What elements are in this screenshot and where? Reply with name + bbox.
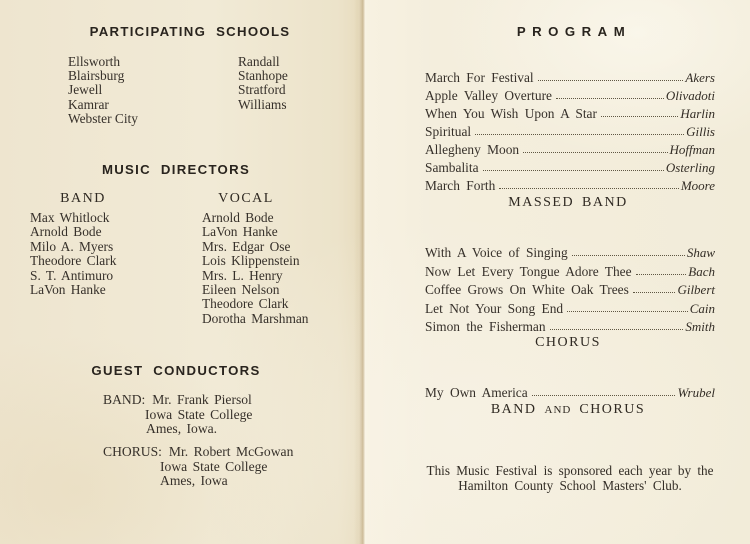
director-name: Lois Klippenstein (202, 253, 300, 269)
director-name: Eileen Nelson (202, 282, 280, 298)
music-directors-title: MUSIC DIRECTORS (101, 162, 251, 177)
chorus-piece-list (425, 244, 715, 337)
director-name: Arnold Bode (30, 224, 102, 240)
program-row (425, 159, 715, 177)
dotted-leader (475, 134, 684, 135)
school-name: Williams (238, 96, 287, 112)
piece-composer: Moore (680, 178, 715, 193)
program-row (425, 69, 715, 87)
piece-composer: Olivadoti (665, 88, 715, 103)
piece-title: Spiritual (425, 124, 472, 139)
director-name: Milo A. Myers (30, 238, 114, 254)
director-name: LaVon Hanke (202, 224, 278, 240)
chorus-label: CHORUS: (103, 444, 162, 459)
sponsor-note-line: Hamilton County School Masters' Club. (458, 477, 682, 493)
piece-title: Coffee Grows On White Oak Trees (425, 282, 629, 297)
school-name: Randall (238, 54, 280, 69)
dotted-leader (538, 80, 684, 81)
piece-title: Let Not Your Song End (425, 300, 564, 316)
piece-title: My Own America (425, 385, 528, 400)
director-name: Arnold Bode (202, 210, 274, 225)
piece-composer: Osterling (665, 160, 715, 175)
piece-composer: Harlin (680, 106, 715, 121)
conductor-city: Ames, Iowa (160, 473, 228, 488)
director-name: Theodore Clark (202, 296, 289, 312)
piece-title: Simon the Fisherman (425, 319, 546, 334)
conductor-city: Ames, Iowa. (146, 421, 218, 436)
conductor-name: Mr. Frank Piersol (152, 392, 252, 407)
dotted-leader (532, 395, 676, 396)
program-row (425, 318, 715, 337)
program-title: PROGRAM (516, 24, 632, 39)
conductor-affiliation: Iowa State College (145, 406, 253, 422)
program-row (425, 87, 715, 105)
piece-composer: Cain (689, 300, 715, 316)
director-name: Dorotha Marshman (202, 310, 309, 326)
guest-conductor-band (103, 393, 252, 437)
director-name: S. T. Antimuro (30, 267, 114, 283)
conductor-affiliation: Iowa State College (160, 458, 268, 474)
dotted-leader (601, 116, 678, 117)
vocal-column-label: VOCAL (218, 191, 274, 206)
program-row (425, 177, 715, 195)
dotted-leader (633, 292, 676, 293)
guest-conductor-line (103, 445, 293, 460)
director-name: Mrs. Edgar Ose (202, 238, 291, 254)
piece-title: Now Let Every Tongue Adore Thee (425, 263, 632, 279)
guest-conductors-title: GUEST CONDUCTORS (91, 363, 261, 378)
director-name: Theodore Clark (30, 253, 117, 269)
dotted-leader (572, 255, 685, 256)
dotted-leader (483, 170, 664, 171)
school-name: Stanhope (238, 68, 288, 84)
dotted-leader (523, 152, 667, 153)
piece-composer: Bach (688, 263, 715, 279)
dotted-leader (499, 188, 678, 189)
participating-schools-title: PARTICIPATING SCHOOLS (89, 24, 291, 39)
dotted-leader (550, 329, 684, 330)
piece-composer: Hoffman (669, 142, 715, 157)
program-row (425, 281, 715, 300)
piece-title: Sambalita (425, 160, 479, 175)
band-directors-list (30, 211, 116, 297)
school-name: Blairsburg (68, 68, 125, 84)
ensemble-word: BAND (490, 402, 537, 417)
sponsor-note (420, 464, 720, 494)
piece-title: With A Voice of Singing (425, 245, 568, 260)
guest-conductor-chorus (103, 445, 293, 489)
piece-title: When You Wish Upon A Star (425, 106, 597, 121)
ensemble-word: CHORUS (579, 402, 646, 417)
program-row (425, 141, 715, 159)
piece-composer: Shaw (686, 245, 715, 260)
massed-band-piece-list (425, 69, 715, 195)
school-name: Jewell (68, 82, 103, 98)
school-name: Webster City (68, 110, 138, 126)
band-column-label: BAND (60, 191, 106, 206)
school-name: Kamrar (68, 96, 109, 112)
piece-composer: Smith (685, 319, 715, 334)
piece-title: March For Festival (425, 70, 534, 85)
ensemble-label-band-and-chorus (418, 402, 718, 418)
band-label: BAND: (103, 392, 146, 407)
band-and-chorus-piece-list (425, 384, 715, 402)
program-row (425, 263, 715, 282)
conductor-name: Mr. Robert McGowan (168, 444, 294, 459)
piece-composer: Gilbert (677, 282, 715, 297)
dotted-leader (636, 274, 687, 275)
piece-title: March Forth (425, 178, 496, 193)
guest-conductor-line (103, 393, 252, 408)
piece-composer: Gillis (686, 124, 715, 139)
piece-title: Allegheny Moon (425, 142, 520, 157)
schools-column-1 (68, 55, 138, 126)
left-page (0, 0, 360, 544)
ensemble-label-massed-band: MASSED BAND (508, 195, 628, 210)
sponsor-note-line: This Music Festival is sponsored each year by the (426, 463, 714, 478)
school-name: Ellsworth (68, 54, 121, 69)
director-name: Max Whitlock (30, 210, 110, 225)
vocal-directors-list (202, 211, 309, 326)
ensemble-word-and: AND (544, 404, 572, 416)
school-name: Stratford (238, 82, 286, 98)
program-row (425, 105, 715, 123)
program-row (425, 123, 715, 141)
ensemble-label-chorus: CHORUS (535, 335, 601, 350)
piece-composer: Wrubel (677, 385, 715, 400)
right-page (365, 0, 750, 544)
program-row (425, 300, 715, 319)
piece-title: Apple Valley Overture (425, 88, 552, 103)
director-name: LaVon Hanke (30, 282, 106, 298)
dotted-leader (567, 311, 688, 312)
program-row (425, 244, 715, 263)
director-name: Mrs. L. Henry (202, 267, 283, 283)
schools-column-2 (238, 55, 288, 112)
dotted-leader (556, 98, 664, 99)
piece-composer: Akers (685, 70, 715, 85)
program-row (425, 384, 715, 402)
